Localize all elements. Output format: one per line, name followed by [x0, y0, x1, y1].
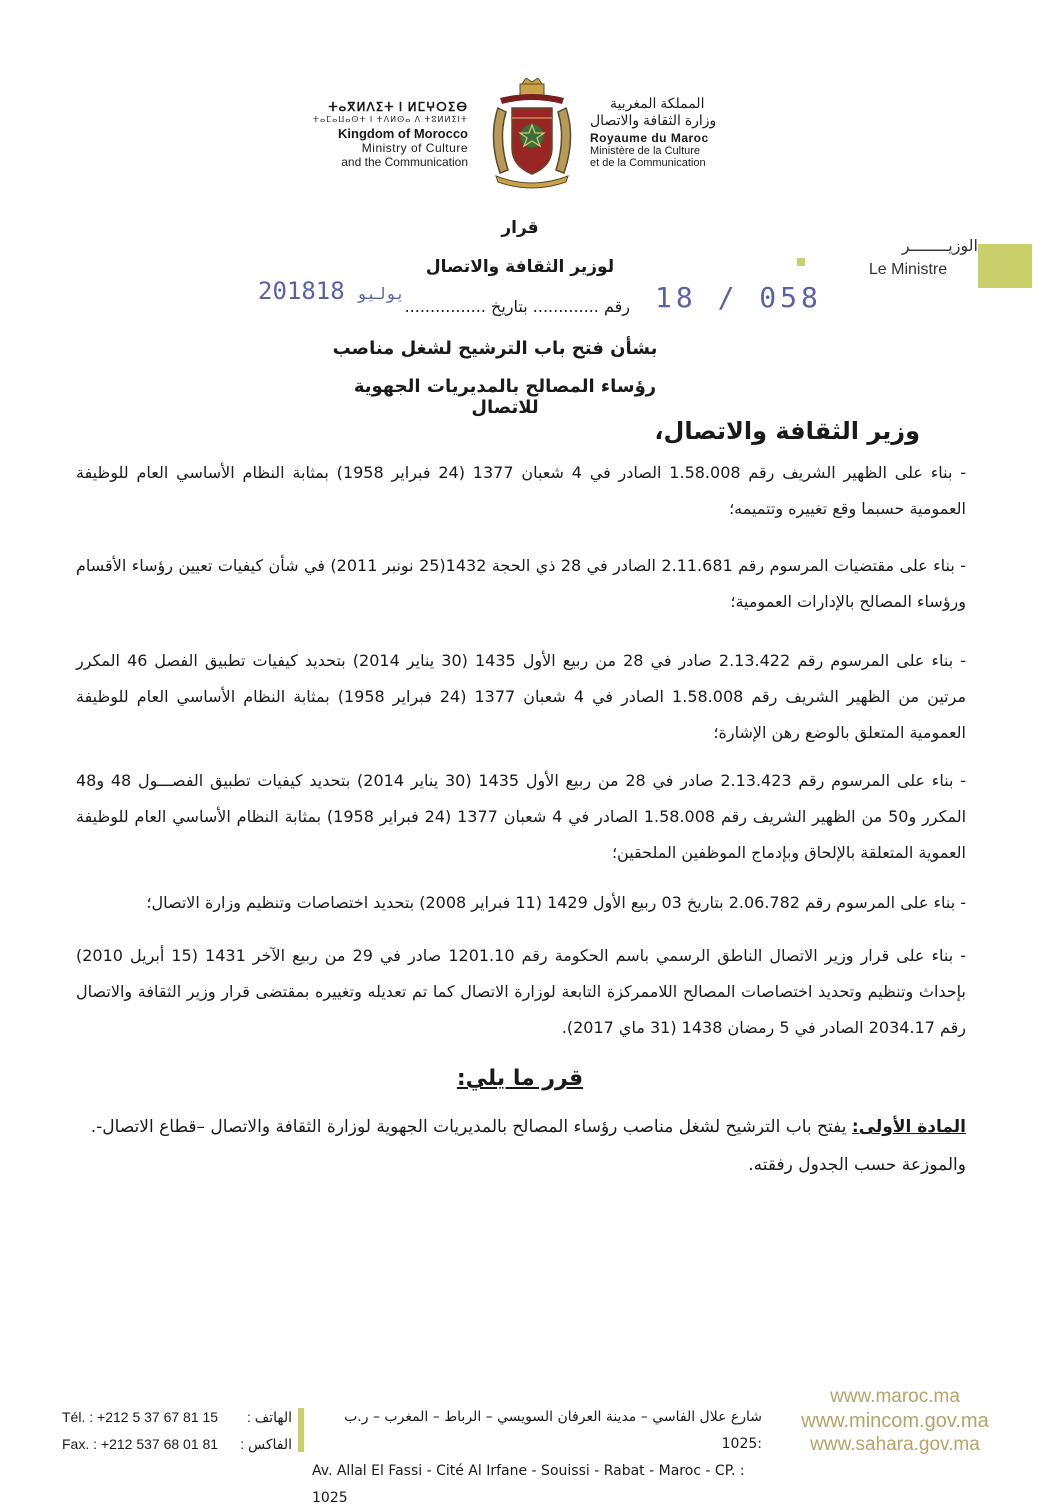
recital-6: - بناء على قرار وزير الاتصال الناطق الرسمي باسم الحكومة رقم 1201.10 صادر في 29 من ربيع الآخر 1431 (15 أبريل 2010) بإحداث وتنظيم وتحديد اختصاصات المصالح اللاممركزة التابعة لوزارة الاتصال كما تم تعديله وتغييره بمقتضى قرار وزير الثقافة والاتصال رقم 2034.17 الصادر في 5 رمضان 1438 (31 ماي 2017). — [76, 946, 967, 1037]
fr-ministry-2: et de la Communication — [590, 157, 706, 169]
en-ministry: Ministry of Culture — [361, 141, 468, 155]
decision-minister: لوزير الثقافة والاتصال — [425, 257, 615, 277]
tel-row — [62, 1404, 292, 1431]
fr-ministry: Ministère de la Culture — [590, 145, 701, 157]
tifinagh-ministry: ⵜⴰⵎⴰⵡⴰⵙⵜ ⵏ ⵜⴷⵍⵙⴰ ⴷ ⵜⵓⵍⵍⵉⵏⵜ — [312, 115, 468, 124]
recital-4: - بناء على المرسوم رقم 2.13.423 صادر في 28 من ربيع الأول 1435 (30 يناير 2014) بتحديد كيفيات تطبيق الفصـــول 48 و48 المكرر و50 من الظهير الشريف رقم 1.58.008 الصادر في 4 شعبان 1377 (24 فبراير 1958) بمثابة النظام الأساسي العام للوظيفة العموية المتعلقة بالإلحاق وبإدماج الموظفين الملحقين؛ — [76, 771, 967, 862]
recital-1: - بناء على الظهير الشريف رقم 1.58.008 الصادر في 4 شعبان 1377 (24 فبراير 1958) بمثابة النظام الأساسي العام للوظيفة العمومية حسبما وقع تغييره وتتميمه؛ — [76, 463, 967, 518]
number-date-line: رقم ............. بتاريخ ................ — [404, 297, 630, 316]
en-kingdom: Kingdom of Morocco — [338, 126, 468, 141]
website-sahara[interactable]: www.sahara.gov.ma — [810, 1434, 980, 1455]
stamp-day: 18 — [315, 277, 345, 305]
tel-value: +212 5 37 67 81 15 — [97, 1409, 219, 1425]
tel-ar: الهاتف : — [246, 1409, 292, 1425]
stamp-year: 2018 — [258, 277, 316, 305]
fax-row — [62, 1431, 292, 1458]
number-stamp: 18 / 058 — [655, 281, 822, 314]
fax-value: +212 537 68 01 81 — [100, 1436, 219, 1452]
minister-ar: الوزيــــــــر — [901, 236, 978, 255]
fr-kingdom: Royaume du Maroc — [590, 131, 709, 145]
fax-label: Fax. : — [62, 1436, 98, 1452]
footer-websites — [790, 1385, 1000, 1457]
coat-of-arms-icon — [478, 78, 586, 190]
subject-line-2: رؤساء المصالح بالمديريات الجهوية للاتصال — [353, 376, 657, 418]
minister-fr: Le Ministre — [868, 261, 948, 278]
decides-heading: قرر ما يلي: — [456, 1066, 584, 1091]
article-1 — [76, 1108, 966, 1184]
tifinagh-kingdom: ⵜⴰⴳⵍⴷⵉⵜ ⵏ ⵍⵎⵖⵔⵉⴱ — [328, 100, 468, 114]
website-maroc[interactable]: www.maroc.ma — [830, 1386, 960, 1407]
recital-2: - بناء على مقتضيات المرسوم رقم 2.11.681 الصادر في 28 ذي الحجة 1432(25 نونبر 2011) في شأن كيفيات تعيين رؤساء الأقسام ورؤساء المصالح بالإدارات العمومية؛ — [76, 556, 966, 611]
address-ar: شارع علال الفاسي – مدينة العرفان السويسي – الرباط – المغرب – ر.ب :1025 — [344, 1409, 762, 1452]
footer-divider — [298, 1408, 304, 1452]
intro-heading: وزير الثقافة والاتصال، — [654, 417, 920, 445]
fax-ar: الفاكس : — [240, 1436, 292, 1452]
recital-5: - بناء على المرسوم رقم 2.06.782 بتاريخ 03 ربيع الأول 1429 (11 فبراير 2008) بتحديد اختصاصات وتنظيم وزارة الاتصال؛ — [146, 893, 966, 912]
ar-kingdom: المملكة المغربية — [610, 95, 705, 111]
address-fr: Av. Allal El Fassi - Cité Al Irfane - Souissi - Rabat - Maroc - CP. : 1025 — [312, 1463, 745, 1506]
header-left-block — [300, 100, 468, 169]
recital-3: - بناء على المرسوم رقم 2.13.422 صادر في 28 من ربيع الأول 1435 (30 يناير 2014) بتحديد كيفيات تطبيق الفصل 46 المكرر مرتين من الظهير الشريف رقم 1.58.008 الصادر في 4 شعبان 1377 (24 فبراير 1958) بمثابة النظام الأساسي العام للوظيفة العمومية المتعلق بالوضع رهن الإشارة؛ — [76, 651, 967, 742]
website-mincom[interactable]: www.mincom.gov.ma — [801, 1410, 989, 1432]
ar-ministry: وزارة الثقافة والاتصال — [590, 112, 717, 128]
article-1-label: المادة الأولى: — [851, 1117, 966, 1137]
tel-label: Tél. : — [62, 1409, 94, 1425]
en-ministry-2: and the Communication — [341, 155, 468, 169]
decision-title: قرار — [501, 218, 539, 238]
article-1-text: يفتح باب الترشيح لشغل مناصب رؤساء المصالح بالمديريات الجهوية لوزارة الثقافة والاتصال –قطاع الاتصال-. والموزعة حسب الجدول رفقته. — [90, 1117, 966, 1175]
stamp-month: يوليو — [356, 284, 405, 303]
accent-dot — [797, 258, 805, 266]
minister-box — [838, 236, 978, 279]
footer-contacts — [62, 1404, 292, 1458]
footer-address — [312, 1404, 762, 1512]
header-right-block — [590, 95, 740, 169]
accent-bar — [978, 244, 1032, 288]
subject-line-1: بشأن فتح باب الترشيح لشغل مناصب — [332, 338, 658, 359]
